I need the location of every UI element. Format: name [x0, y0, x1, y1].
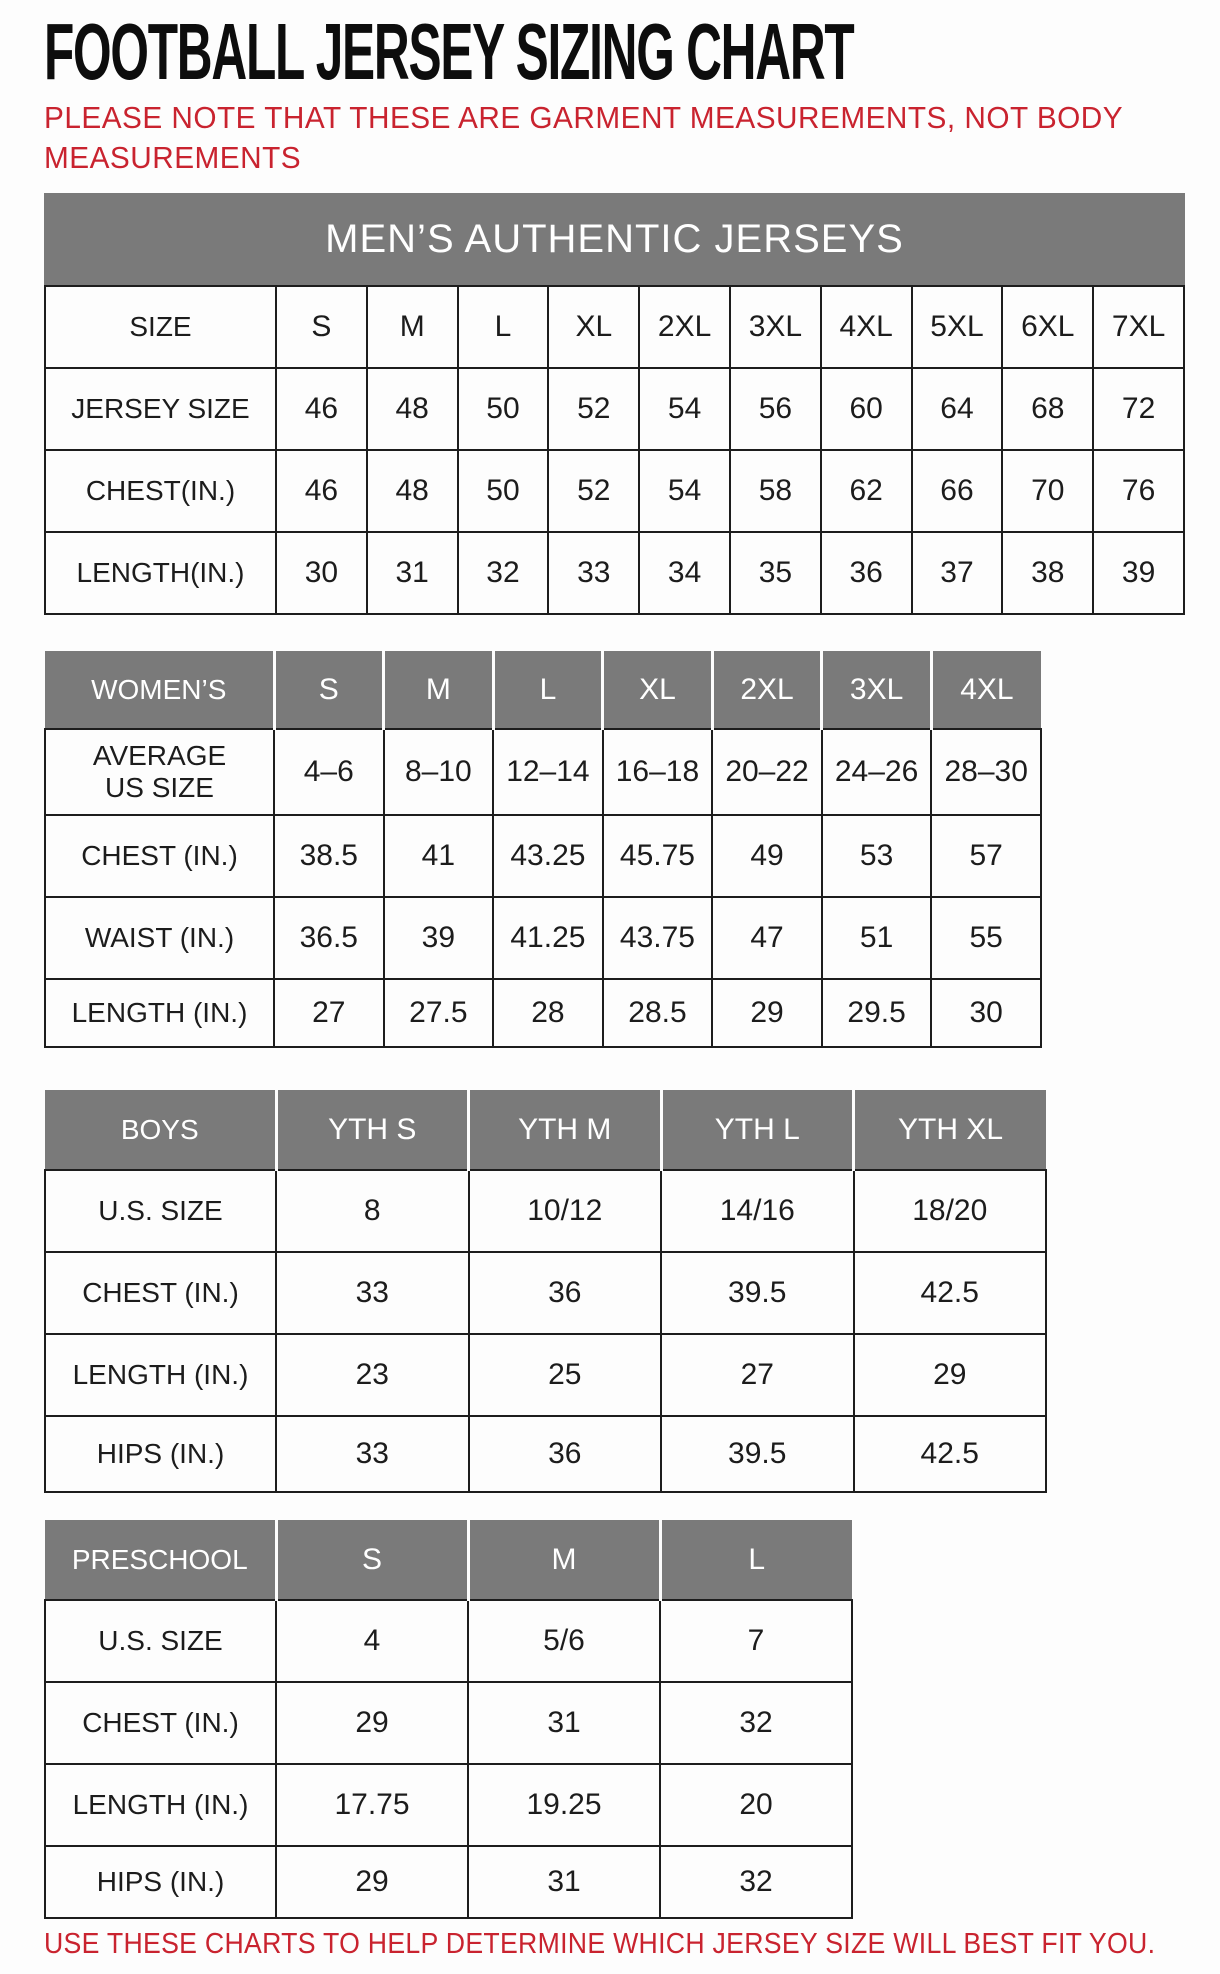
value-cell: 45.75 — [603, 815, 713, 897]
value-cell: 36.5 — [274, 897, 384, 979]
table-row — [45, 1764, 852, 1846]
value-cell: 31 — [468, 1846, 660, 1918]
size-column-header: M — [384, 651, 494, 729]
value-cell: 36 — [469, 1252, 662, 1334]
value-cell: 29 — [712, 979, 822, 1047]
value-cell: 27 — [274, 979, 384, 1047]
mens-table-title-cell: SIZE — [45, 286, 276, 368]
value-cell: 50 — [458, 368, 549, 450]
value-cell: 38.5 — [274, 815, 384, 897]
table-row — [45, 450, 1184, 532]
value-cell: 27 — [661, 1334, 854, 1416]
value-cell: 7 — [660, 1600, 852, 1682]
value-cell: 29 — [276, 1846, 468, 1918]
value-cell: 39.5 — [661, 1416, 854, 1492]
row-label: CHEST (IN.) — [45, 815, 274, 897]
value-cell: 68 — [1002, 368, 1093, 450]
value-cell: 53 — [822, 815, 932, 897]
value-cell: 52 — [548, 450, 639, 532]
size-column-header: 7XL — [1093, 286, 1184, 368]
size-column-header: M — [367, 286, 458, 368]
table-row — [45, 979, 1041, 1047]
size-column-header: S — [274, 651, 384, 729]
value-cell: 56 — [730, 368, 821, 450]
value-cell: 39.5 — [661, 1252, 854, 1334]
value-cell: 39 — [384, 897, 494, 979]
size-column-header: S — [276, 286, 367, 368]
size-column-header: 4XL — [931, 651, 1041, 729]
value-cell: 42.5 — [854, 1416, 1047, 1492]
row-label: U.S. SIZE — [45, 1170, 276, 1252]
garment-measurement-note — [44, 98, 1123, 178]
table-row — [45, 532, 1184, 614]
size-column-header: S — [276, 1520, 468, 1600]
value-cell: 4 — [276, 1600, 468, 1682]
size-column-header: YTH M — [469, 1090, 662, 1170]
value-cell: 70 — [1002, 450, 1093, 532]
size-column-header: L — [660, 1520, 852, 1600]
row-label: LENGTH(IN.) — [45, 532, 276, 614]
value-cell: 32 — [660, 1846, 852, 1918]
size-column-header: 4XL — [821, 286, 912, 368]
table-row — [45, 1600, 852, 1682]
value-cell: 55 — [931, 897, 1041, 979]
value-cell: 33 — [276, 1252, 469, 1334]
value-cell: 43.25 — [493, 815, 603, 897]
row-label: U.S. SIZE — [45, 1600, 276, 1682]
size-column-header: 6XL — [1002, 286, 1093, 368]
value-cell: 20–22 — [712, 729, 822, 815]
table-row — [45, 815, 1041, 897]
value-cell: 8 — [276, 1170, 469, 1252]
row-label: LENGTH (IN.) — [45, 1764, 276, 1846]
value-cell: 28.5 — [603, 979, 713, 1047]
value-cell: 20 — [660, 1764, 852, 1846]
value-cell: 29 — [276, 1682, 468, 1764]
row-label: WAIST (IN.) — [45, 897, 274, 979]
value-cell: 8–10 — [384, 729, 494, 815]
value-cell: 24–26 — [822, 729, 932, 815]
value-cell: 28–30 — [931, 729, 1041, 815]
value-cell: 62 — [821, 450, 912, 532]
value-cell: 16–18 — [603, 729, 713, 815]
value-cell: 34 — [639, 532, 730, 614]
boys-grid — [44, 1090, 1047, 1493]
row-label: HIPS (IN.) — [45, 1416, 276, 1492]
size-column-header: XL — [603, 651, 713, 729]
size-column-header: L — [458, 286, 549, 368]
value-cell: 5/6 — [468, 1600, 660, 1682]
table-row — [45, 1334, 1046, 1416]
value-cell: 31 — [367, 532, 458, 614]
boys-table-title-cell: BOYS — [45, 1090, 276, 1170]
value-cell: 18/20 — [854, 1170, 1047, 1252]
size-column-header: 2XL — [712, 651, 822, 729]
boys-sizing-table — [44, 1090, 1047, 1493]
note-line-2: MEASUREMENTS — [44, 140, 302, 175]
value-cell: 36 — [821, 532, 912, 614]
value-cell: 41.25 — [493, 897, 603, 979]
value-cell: 48 — [367, 368, 458, 450]
size-column-header: 5XL — [912, 286, 1003, 368]
womens-sizing-table — [44, 651, 1042, 1048]
value-cell: 25 — [469, 1334, 662, 1416]
footer-note — [44, 1928, 1155, 1961]
value-cell: 23 — [276, 1334, 469, 1416]
value-cell: 31 — [468, 1682, 660, 1764]
row-label: AVERAGE US SIZE — [45, 729, 274, 815]
mens-banner: MEN’S AUTHENTIC JERSEYS — [44, 193, 1185, 285]
table-row — [45, 1846, 852, 1918]
value-cell: 38 — [1002, 532, 1093, 614]
size-column-header: YTH XL — [854, 1090, 1047, 1170]
value-cell: 46 — [276, 368, 367, 450]
table-row — [45, 1252, 1046, 1334]
value-cell: 35 — [730, 532, 821, 614]
value-cell: 48 — [367, 450, 458, 532]
footer-note-text: USE THESE CHARTS TO HELP DETERMINE WHICH JERSEY SIZE WILL BEST FIT YOU. — [44, 1928, 1156, 1960]
value-cell: 66 — [912, 450, 1003, 532]
row-label: CHEST (IN.) — [45, 1682, 276, 1764]
note-line-1: PLEASE NOTE THAT THESE ARE GARMENT MEASUREMENTS, NOT BODY — [44, 100, 1124, 135]
size-column-header: M — [468, 1520, 660, 1600]
row-label: LENGTH (IN.) — [45, 1334, 276, 1416]
row-label: HIPS (IN.) — [45, 1846, 276, 1918]
value-cell: 49 — [712, 815, 822, 897]
preschool-table-title-cell: PRESCHOOL — [45, 1520, 276, 1600]
mens-authentic-jerseys-table — [44, 193, 1185, 615]
value-cell: 30 — [276, 532, 367, 614]
value-cell: 10/12 — [469, 1170, 662, 1252]
size-column-header: L — [493, 651, 603, 729]
value-cell: 36 — [469, 1416, 662, 1492]
value-cell: 76 — [1093, 450, 1184, 532]
table-row — [45, 1682, 852, 1764]
value-cell: 47 — [712, 897, 822, 979]
value-cell: 60 — [821, 368, 912, 450]
value-cell: 46 — [276, 450, 367, 532]
value-cell: 54 — [639, 368, 730, 450]
value-cell: 17.75 — [276, 1764, 468, 1846]
row-label: JERSEY SIZE — [45, 368, 276, 450]
value-cell: 4–6 — [274, 729, 384, 815]
preschool-grid — [44, 1520, 853, 1919]
size-column-header: YTH L — [661, 1090, 854, 1170]
value-cell: 52 — [548, 368, 639, 450]
womens-grid — [44, 651, 1042, 1048]
size-column-header: 2XL — [639, 286, 730, 368]
value-cell: 39 — [1093, 532, 1184, 614]
value-cell: 33 — [548, 532, 639, 614]
table-row — [45, 1416, 1046, 1492]
value-cell: 27.5 — [384, 979, 494, 1047]
value-cell: 42.5 — [854, 1252, 1047, 1334]
value-cell: 58 — [730, 450, 821, 532]
size-column-header: 3XL — [730, 286, 821, 368]
value-cell: 57 — [931, 815, 1041, 897]
value-cell: 12–14 — [493, 729, 603, 815]
table-row — [45, 729, 1041, 815]
value-cell: 41 — [384, 815, 494, 897]
value-cell: 30 — [931, 979, 1041, 1047]
value-cell: 51 — [822, 897, 932, 979]
value-cell: 50 — [458, 450, 549, 532]
page-title — [44, 7, 854, 96]
value-cell: 19.25 — [468, 1764, 660, 1846]
value-cell: 72 — [1093, 368, 1184, 450]
value-cell: 32 — [458, 532, 549, 614]
row-label: LENGTH (IN.) — [45, 979, 274, 1047]
row-label: CHEST (IN.) — [45, 1252, 276, 1334]
value-cell: 28 — [493, 979, 603, 1047]
value-cell: 29 — [854, 1334, 1047, 1416]
size-column-header: XL — [548, 286, 639, 368]
size-column-header: 3XL — [822, 651, 932, 729]
page-title-text: FOOTBALL JERSEY SIZING CHART — [44, 7, 854, 96]
value-cell: 37 — [912, 532, 1003, 614]
row-label: CHEST(IN.) — [45, 450, 276, 532]
womens-table-title-cell: WOMEN’S — [45, 651, 274, 729]
preschool-sizing-table — [44, 1520, 853, 1919]
value-cell: 33 — [276, 1416, 469, 1492]
mens-grid — [44, 285, 1185, 615]
table-row — [45, 368, 1184, 450]
value-cell: 43.75 — [603, 897, 713, 979]
table-row — [45, 1170, 1046, 1252]
value-cell: 64 — [912, 368, 1003, 450]
value-cell: 29.5 — [822, 979, 932, 1047]
size-column-header: YTH S — [276, 1090, 469, 1170]
value-cell: 32 — [660, 1682, 852, 1764]
value-cell: 14/16 — [661, 1170, 854, 1252]
value-cell: 54 — [639, 450, 730, 532]
table-row — [45, 897, 1041, 979]
